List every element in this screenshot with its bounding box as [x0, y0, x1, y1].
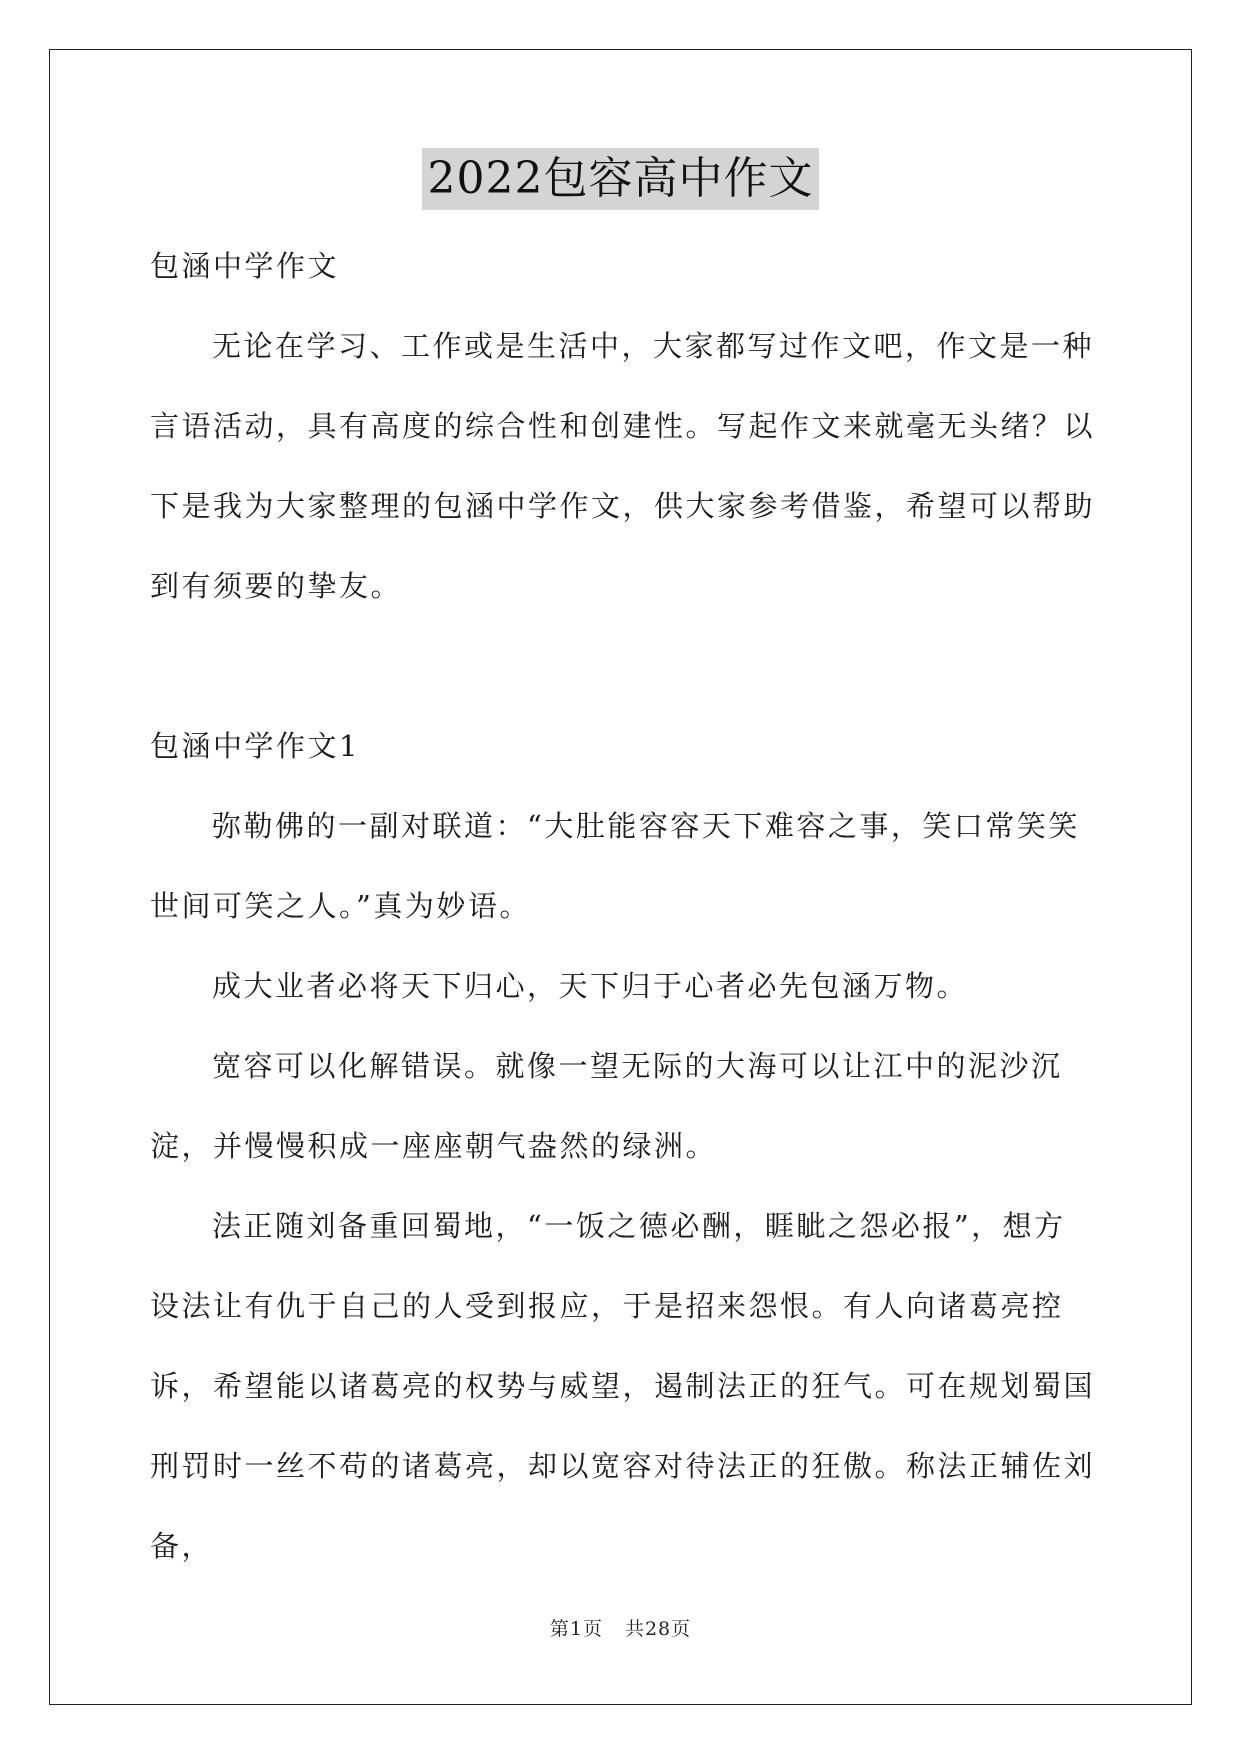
document-title: 2022包容高中作文 [422, 148, 820, 210]
page-number: 第1页 [549, 1618, 603, 1640]
essay-heading: 包涵中学作文1 [150, 729, 360, 763]
section-heading: 包涵中学作文 [150, 249, 340, 283]
essay-paragraph: 弥勒佛的一副对联道：“大肚能容容天下难容之事，笑口常笑笑世间可笑之人。”真为妙语。 [150, 809, 1080, 923]
intro-paragraph: 无论在学习、工作或是生活中，大家都写过作文吧，作文是一种言语活动，具有高度的综合性和创建性。写起作文来就毫无头绪？以下是我为大家整理的包涵中学作文，供大家参考借鉴，希望可以帮助到有须要的挚友。 [150, 329, 1096, 603]
essay-paragraph: 宽容可以化解错误。就像一望无际的大海可以让江中的泥沙沉淀，并慢慢积成一座座朝气盎然的绿洲。 [150, 1049, 1063, 1163]
essay-paragraph: 法正随刘备重回蜀地，“一饭之德必酬，睚眦之怨必报”，想方设法让有仇于自己的人受到报应，于是招来怨恨。有人向诸葛亮控诉，希望能以诸葛亮的权势与威望，遏制法正的狂气。可在规划蜀国刑罚时一丝不苟的诸葛亮，却以宽容对待法正的狂傲。称法正辅佐刘备， [150, 1209, 1096, 1563]
page-total: 共28页 [624, 1618, 692, 1640]
essay-paragraph: 成大业者必将天下归心，天下归于心者必先包涵万物。 [212, 969, 969, 1003]
spacer [150, 626, 1095, 706]
title-container [0, 148, 1241, 210]
page-footer [0, 1614, 1241, 1641]
document-body [150, 226, 1095, 1586]
